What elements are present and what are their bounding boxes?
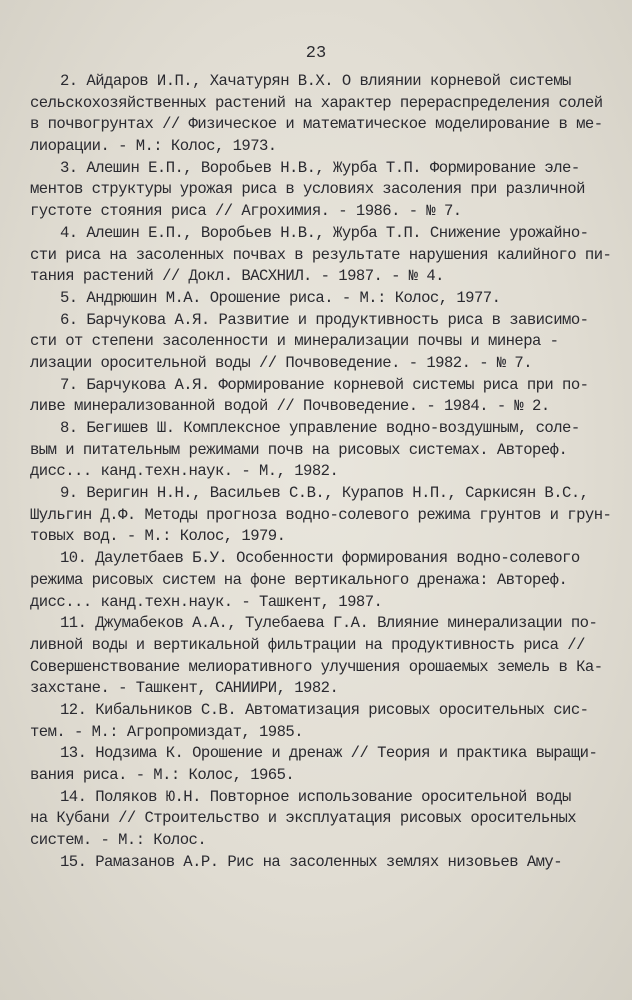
reference-continuation-line: Совершенствование мелиоративного улучшения орошаемых земель в Ка- — [30, 657, 603, 676]
reference-continuation-line: Шульгин Д.Ф. Методы прогноза водно-солевого режима грунтов и грун- — [30, 505, 612, 524]
reference-continuation-line: товых вод. - М.: Колос, 1979. — [30, 527, 286, 546]
reference-continuation-line: на Кубани // Строительство и эксплуатация рисовых оросительных — [30, 809, 577, 828]
reference-continuation-line: сти от степени засоленности и минерализации почвы и минера - — [30, 332, 559, 351]
page-number: 23 — [305, 44, 327, 63]
reference-continuation-line: дисс... канд.техн.наук. - М., 1982. — [30, 462, 339, 481]
reference-continuation-line: вым и питательным режимами почв на рисовых системах. Автореф. — [30, 440, 568, 459]
reference-continuation-line: густоте стояния риса // Агрохимия. - 1986. - № 7. — [30, 202, 462, 221]
reference-entry-start-line: 5. Андрюшин М.А. Орошение риса. - М.: Колос, 1977. — [60, 288, 501, 307]
reference-entry-start-line: 9. Веригин Н.Н., Васильев С.В., Курапов Н.П., Саркисян В.С., — [60, 484, 589, 503]
reference-entry-start-line: 11. Джумабеков А.А., Тулебаева Г.А. Влияние минерализации по- — [60, 614, 598, 633]
reference-continuation-line: систем. - М.: Колос. — [30, 831, 207, 850]
reference-continuation-line: режима рисовых систем на фоне вертикального дренажа: Автореф. — [30, 570, 568, 589]
reference-entry-start-line: 4. Алешин Е.П., Воробьев Н.В., Журба Т.П. Снижение урожайно- — [60, 223, 589, 242]
reference-continuation-line: ментов структуры урожая риса в условиях засоления при различной — [30, 180, 585, 199]
reference-entry-start-line: 6. Барчукова А.Я. Развитие и продуктивность риса в зависимо- — [60, 310, 589, 329]
reference-continuation-line: вания риса. - М.: Колос, 1965. — [30, 766, 295, 784]
reference-entry-start-line: 15. Рамазанов А.Р. Рис на засоленных землях низовьев Аму- — [60, 852, 563, 871]
reference-continuation-line: тания растений // Докл. ВАСХНИЛ. - 1987. - № 4. — [30, 267, 444, 286]
reference-entry-start-line: 7. Барчукова А.Я. Формирование корневой системы риса при по- — [60, 375, 589, 394]
reference-continuation-line: лизации оросительной воды // Почвоведение. - 1982. - № 7. — [30, 353, 533, 372]
reference-continuation-line: захстане. - Ташкент, САНИИРИ, 1982. — [30, 679, 339, 698]
reference-continuation-line: лиорации. - М.: Колос, 1973. — [30, 137, 277, 156]
reference-continuation-line: сельскохозяйственных растений на характер перераспределения солей — [30, 93, 603, 112]
reference-entry-start-line: 2. Айдаров И.П., Хачатурян В.Х. О влиянии корневой системы — [60, 72, 571, 90]
bibliography-list — [30, 71, 616, 873]
reference-continuation-line: в почвогрунтах // Физическое и математическое моделирование в ме- — [30, 115, 603, 134]
reference-continuation-line: тем. - М.: Агропромиздат, 1985. — [30, 722, 304, 741]
reference-entry-start-line: 8. Бегишев Ш. Комплексное управление водно-воздушным, соле- — [60, 419, 580, 437]
reference-entry-start-line: 12. Кибальников С.В. Автоматизация рисовых оросительных сис- — [60, 700, 589, 719]
reference-entry-start-line: 3. Алешин Е.П., Воробьев Н.В., Журба Т.П. Формирование эле- — [60, 158, 580, 177]
reference-entry-start-line: 14. Поляков Ю.Н. Повторное использование оросительной воды — [60, 787, 571, 806]
reference-entry-start-line: 13. Нодзима К. Орошение и дренаж // Теория и практика выращи- — [60, 744, 598, 763]
reference-continuation-line: сти риса на засоленных почвах в результате нарушения калийного пи- — [30, 245, 612, 264]
reference-continuation-line: ливе минерализованной водой // Почвоведение. - 1984. - № 2. — [30, 397, 550, 416]
reference-continuation-line: дисс... канд.техн.наук. - Ташкент, 1987. — [30, 592, 383, 611]
reference-entry-start-line: 10. Даулетбаев Б.У. Особенности формирования водно-солевого — [60, 549, 580, 568]
reference-continuation-line: ливной воды и вертикальной фильтрации на продуктивность риса // — [30, 635, 585, 654]
